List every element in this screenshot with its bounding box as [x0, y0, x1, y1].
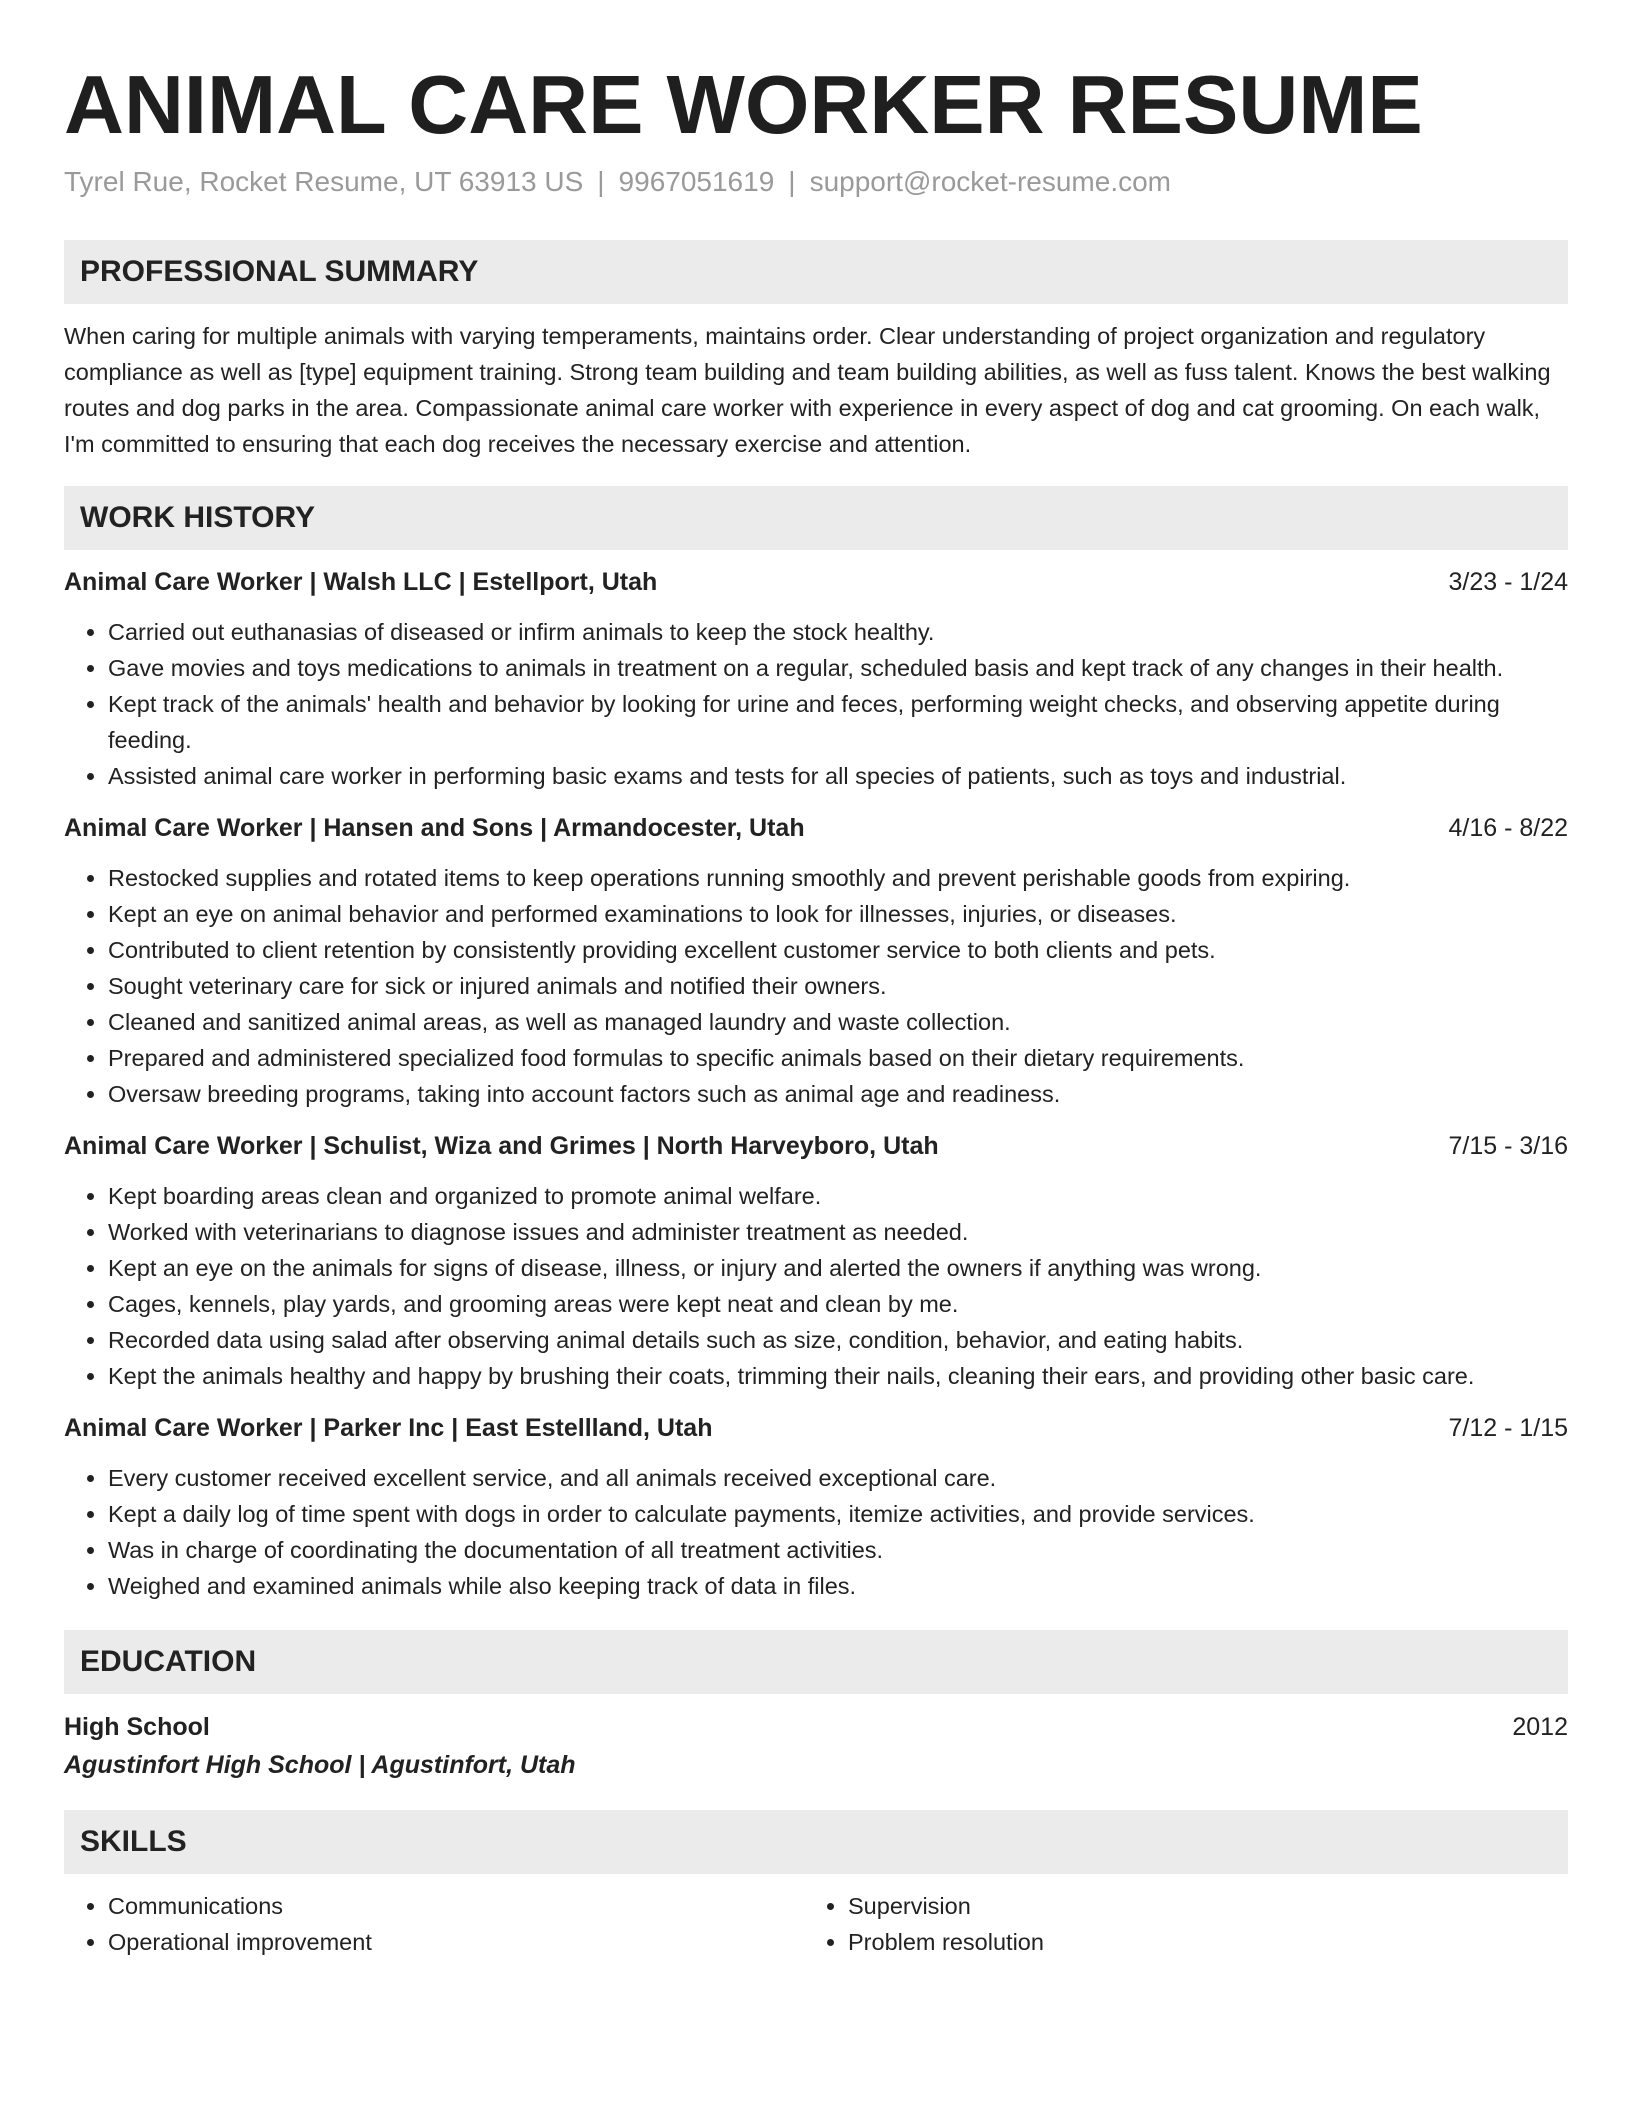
- job-title: Animal Care Worker | Schulist, Wiza and Grimes | North Harveyboro, Utah: [64, 1132, 939, 1160]
- job-bullet: • Worked with veterinarians to diagnose issues and administer treatment as needed.: [108, 1214, 1568, 1250]
- skills-grid: [64, 1888, 1568, 1960]
- job-dates: 7/15 - 3/16: [1448, 1132, 1568, 1160]
- job-dates: 7/12 - 1/15: [1448, 1414, 1568, 1442]
- skills-column-right: [804, 1888, 1544, 1960]
- job-bullet: • Every customer received excellent service, and all animals received exceptional care.: [108, 1460, 1568, 1496]
- job-title: Animal Care Worker | Parker Inc | East Estellland, Utah: [64, 1414, 713, 1442]
- education-year: 2012: [1512, 1713, 1568, 1741]
- summary-text: When caring for multiple animals with varying temperaments, maintains order. Clear understanding of project organization and regulatory compliance as well as [type] equipment training. Strong team building and team building abilities, as well as fuss talent. Knows the best walking routes and dog parks in the area. Compassionate animal care worker with experience in every aspect of dog and cat grooming. On each walk, I'm committed to ensuring that each dog receives the necessary exercise and attention.: [64, 323, 1551, 457]
- skill-item: • Operational improvement: [108, 1924, 804, 1960]
- job-dates: 4/16 - 8/22: [1448, 814, 1568, 842]
- job-bullet: • Kept a daily log of time spent with dogs in order to calculate payments, itemize activities, and provide services.: [108, 1496, 1568, 1532]
- job-bullet: • Oversaw breeding programs, taking into account factors such as animal age and readiness.: [108, 1076, 1568, 1112]
- summary-heading: PROFESSIONAL SUMMARY: [64, 240, 1568, 304]
- contact-separator: |: [597, 166, 605, 197]
- job-entry: [64, 1128, 1568, 1394]
- job-entry: [64, 1410, 1568, 1604]
- job-bullet: • Kept boarding areas clean and organized to promote animal welfare.: [108, 1178, 1568, 1214]
- job-bullet: • Was in charge of coordinating the documentation of all treatment activities.: [108, 1532, 1568, 1568]
- education-row: [64, 1708, 1568, 1746]
- resume-title: ANIMAL CARE WORKER RESUME: [64, 58, 1423, 151]
- job-bullets: [64, 1178, 1568, 1394]
- job-bullet: • Sought veterinary care for sick or injured animals and notified their owners.: [108, 968, 1568, 1004]
- job-bullet: • Carried out euthanasias of diseased or infirm animals to keep the stock healthy.: [108, 614, 1568, 650]
- job-bullet: • Assisted animal care worker in performing basic exams and tests for all species of patients, such as toys and industrial.: [108, 758, 1568, 794]
- job-dates: 3/23 - 1/24: [1448, 568, 1568, 596]
- job-bullet: • Gave movies and toys medications to animals in treatment on a regular, scheduled basis and kept track of any changes in their health.: [108, 650, 1568, 686]
- job-header: [64, 810, 1568, 846]
- skills-heading: SKILLS: [64, 1810, 1568, 1874]
- education-school: Agustinfort High School | Agustinfort, Utah: [64, 1751, 576, 1779]
- contact-separator: |: [788, 166, 796, 197]
- contact-email: support@rocket-resume.com: [809, 166, 1171, 197]
- job-entry: [64, 564, 1568, 794]
- contact-address: Tyrel Rue, Rocket Resume, UT 63913 US: [64, 166, 584, 197]
- job-entry: [64, 810, 1568, 1112]
- job-bullet: • Cleaned and sanitized animal areas, as well as managed laundry and waste collection.: [108, 1004, 1568, 1040]
- job-title: Animal Care Worker | Walsh LLC | Estellport, Utah: [64, 568, 658, 596]
- job-header: [64, 1128, 1568, 1164]
- job-title: Animal Care Worker | Hansen and Sons | Armandocester, Utah: [64, 814, 805, 842]
- skill-item: • Communications: [108, 1888, 804, 1924]
- education-heading: EDUCATION: [64, 1630, 1568, 1694]
- job-bullet: • Kept an eye on animal behavior and performed examinations to look for illnesses, injuries, or diseases.: [108, 896, 1568, 932]
- job-bullet: • Kept track of the animals' health and behavior by looking for urine and feces, performing weight checks, and observing appetite during feeding.: [108, 686, 1568, 758]
- job-bullet: • Kept an eye on the animals for signs of disease, illness, or injury and alerted the owners if anything was wrong.: [108, 1250, 1568, 1286]
- skill-item: • Problem resolution: [848, 1924, 1544, 1960]
- job-bullet: • Contributed to client retention by consistently providing excellent customer service to both clients and pets.: [108, 932, 1568, 968]
- job-bullet: • Prepared and administered specialized food formulas to specific animals based on their dietary requirements.: [108, 1040, 1568, 1076]
- job-bullets: [64, 1460, 1568, 1604]
- job-bullet: • Weighed and examined animals while also keeping track of data in files.: [108, 1568, 1568, 1604]
- skill-item: • Supervision: [848, 1888, 1544, 1924]
- job-header: [64, 1410, 1568, 1446]
- job-bullets: [64, 614, 1568, 794]
- contact-line: [64, 164, 1568, 200]
- job-bullet: • Kept the animals healthy and happy by brushing their coats, trimming their nails, cleaning their ears, and providing other basic care.: [108, 1358, 1568, 1394]
- job-bullet: • Cages, kennels, play yards, and grooming areas were kept neat and clean by me.: [108, 1286, 1568, 1322]
- job-bullet: • Restocked supplies and rotated items to keep operations running smoothly and prevent perishable goods from expiring.: [108, 860, 1568, 896]
- job-header: [64, 564, 1568, 600]
- contact-phone: 9967051619: [618, 166, 775, 197]
- education-degree: High School: [64, 1713, 210, 1741]
- work-history-heading: WORK HISTORY: [64, 486, 1568, 550]
- education-entry: [64, 1708, 1568, 1784]
- job-bullets: [64, 860, 1568, 1112]
- job-bullet: • Recorded data using salad after observing animal details such as size, condition, behavior, and eating habits.: [108, 1322, 1568, 1358]
- skills-column-left: [64, 1888, 804, 1960]
